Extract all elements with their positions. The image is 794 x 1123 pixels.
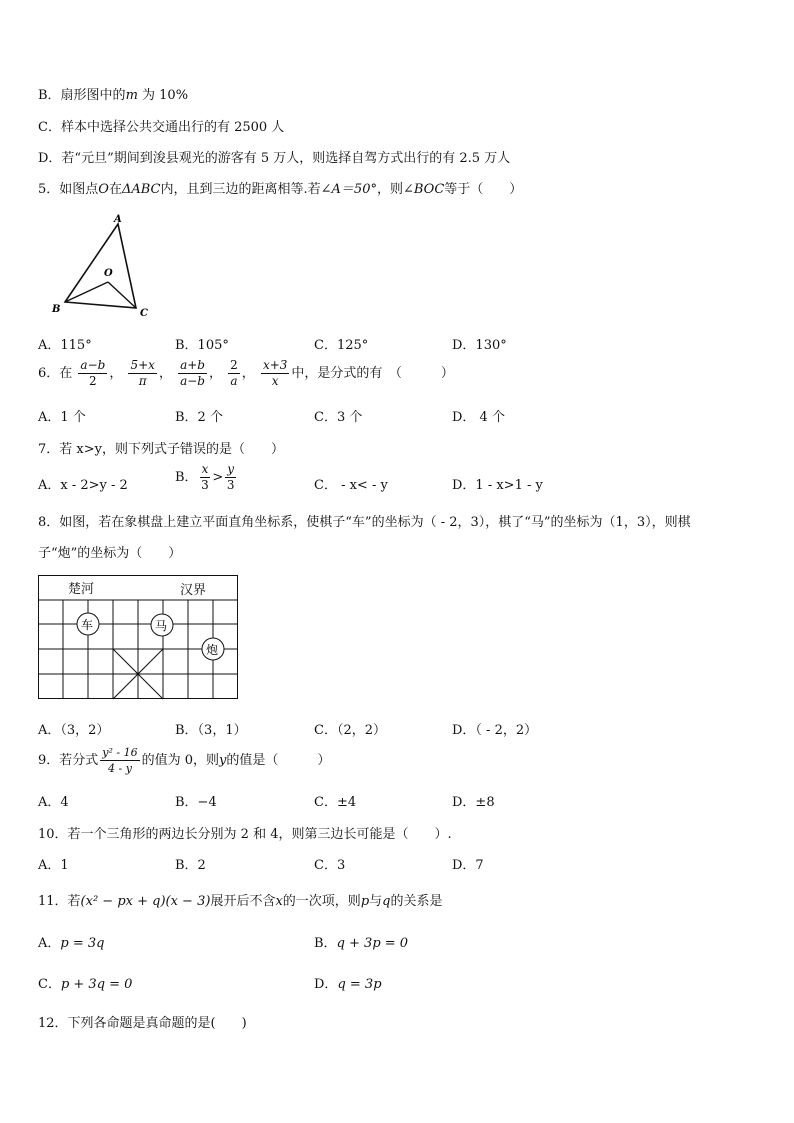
label-b: B <box>52 304 61 315</box>
q11-option-c-expr: p + 3q = 0 <box>60 977 133 992</box>
q5-text-a: 5．如图点 <box>38 182 99 197</box>
q6-option-a: A．1 个 <box>38 410 86 425</box>
sep-4: ， <box>241 366 255 381</box>
q5-text-d: ，则 <box>376 182 403 197</box>
question-11 <box>38 890 443 909</box>
board-title-left: 楚河 <box>68 582 95 597</box>
q7-frac-x-num: x <box>201 462 209 476</box>
q5-text-e: 等于（ ） <box>444 182 523 197</box>
q5-option-c: C．125° <box>314 338 369 353</box>
fraction-5-num: x+3 <box>262 358 288 372</box>
var-o: O <box>98 182 109 197</box>
q9-option-d: D．±8 <box>452 795 495 810</box>
var-y: y <box>219 753 227 768</box>
q11-option-d-prefix: D． <box>314 977 338 992</box>
piece-che-label: 车 <box>81 618 94 632</box>
q9-frac-den: 4 - y <box>107 762 132 775</box>
q11-option-b-expr: q + 3p = 0 <box>336 936 409 951</box>
question-5 <box>38 178 522 197</box>
fraction-5-den: x <box>271 374 279 388</box>
q11-text-c: 的一次项，则 <box>282 894 361 909</box>
q10-option-a: A．1 <box>38 858 69 873</box>
q7-frac-x <box>200 462 211 493</box>
board-title-right: 汉界 <box>180 583 207 598</box>
q9-option-b: B．−4 <box>175 795 217 810</box>
question-10: 10．若一个三角形的两边长分别为 2 和 4，则第三边长可能是（ ）. <box>38 827 452 842</box>
q7-frac-x-den: 3 <box>201 478 209 492</box>
option-b-text: B．扇形图中的 <box>38 88 126 103</box>
q10-option-b: B．2 <box>175 858 206 873</box>
chess-board-figure <box>38 575 239 700</box>
q6-option-c: C．3 个 <box>314 410 363 425</box>
q11-option-b-prefix: B． <box>314 936 337 951</box>
triangle-abc-shape <box>65 224 136 308</box>
q7-frac-y-den: 3 <box>226 478 235 492</box>
fraction-4-num: 2 <box>230 358 238 372</box>
q10-option-d: D．7 <box>452 858 484 873</box>
q9-option-c: C．±4 <box>314 795 357 810</box>
angle-boc: ∠BOC <box>402 182 445 197</box>
triangle-figure <box>48 210 158 320</box>
q5-option-b: B．105° <box>175 338 229 353</box>
q5-text-b: 在 <box>108 182 122 197</box>
q7-option-b-prefix: B． <box>175 470 198 485</box>
fraction-5 <box>261 358 289 389</box>
q8-option-b: B．（3，1） <box>175 723 247 738</box>
var-m: m <box>125 88 138 103</box>
fraction-2-num: 5+x <box>130 358 155 372</box>
piece-pao-label: 炮 <box>206 643 219 657</box>
q6-text-a: 6．在 <box>38 366 73 381</box>
var-p: p <box>360 894 370 909</box>
q8-option-a: A．（3，2） <box>38 723 110 738</box>
q7-option-b <box>175 462 238 493</box>
q11-text-d: 与 <box>369 894 383 909</box>
fraction-3 <box>178 358 207 389</box>
question-7: 7．若 x>y，则下列式子错误的是（ ） <box>38 442 284 457</box>
q7-frac-y-num: y <box>227 462 235 476</box>
option-b-tail: 为 10% <box>142 88 189 103</box>
q11-option-a <box>38 932 104 951</box>
fraction-4-den: a <box>230 374 238 388</box>
fraction-3-num: a+b <box>180 358 205 372</box>
q9-frac-num: y² - 16 <box>102 746 138 759</box>
q5-option-a: A．115° <box>38 338 92 353</box>
q6-text-b: 中，是分式的有 （ ） <box>291 366 454 381</box>
q11-option-a-prefix: A． <box>38 936 61 951</box>
fraction-2-den: π <box>138 374 147 388</box>
question-12: 12．下列各命题是真命题的是( ) <box>38 1016 247 1031</box>
q11-option-d <box>314 973 382 992</box>
q8-option-c: C．（2，2） <box>314 723 386 738</box>
q7-option-c: C． - x< - y <box>314 478 388 493</box>
question-8-line-2: 子“炮”的坐标为（ ） <box>38 546 182 561</box>
var-x: x <box>275 894 283 909</box>
var-q: q <box>382 894 391 909</box>
q7-frac-y <box>225 462 236 493</box>
question-9 <box>38 745 330 776</box>
q5-option-d: D．130° <box>452 338 507 353</box>
sep-2: ， <box>158 366 172 381</box>
label-a: A <box>114 214 122 225</box>
q9-text-b: 的值为 0，则 <box>141 753 220 768</box>
q11-option-b <box>314 932 408 951</box>
q11-option-a-expr: p = 3q <box>60 936 105 951</box>
q9-text-c: 的值是（ ） <box>226 753 331 768</box>
q11-text-e: 的关系是 <box>390 894 443 909</box>
piece-ma-label: 马 <box>155 619 168 633</box>
sep-1: ， <box>109 366 123 381</box>
angle-a: ∠A＝50° <box>320 182 377 197</box>
q11-option-c <box>38 973 132 992</box>
q11-option-d-expr: q = 3p <box>337 977 382 992</box>
q7-option-d: D．1 - x>1 - y <box>452 478 543 493</box>
q5-text-c: 内，且到三边的距离相等.若 <box>160 182 321 197</box>
q7-option-a: A．x - 2>y - 2 <box>38 478 128 493</box>
q6-option-d: D． 4 个 <box>452 410 505 425</box>
label-o: O <box>104 268 113 279</box>
option-line-b <box>38 84 188 103</box>
q11-option-c-prefix: C． <box>38 977 61 992</box>
q11-text-b: 展开后不含 <box>210 894 276 909</box>
question-8-line-1: 8．如图，若在象棋盘上建立平面直角坐标系，使棋子“车”的坐标为（ - 2，3），棋了“马”的坐标为（1，3），则棋 <box>38 515 691 530</box>
q9-fraction <box>100 745 139 776</box>
q10-option-c: C．3 <box>314 858 346 873</box>
label-c: C <box>140 308 148 319</box>
question-6 <box>38 358 454 389</box>
q11-text-a: 11．若 <box>38 894 81 909</box>
fraction-1 <box>78 358 107 389</box>
q6-option-b: B．2 个 <box>175 410 223 425</box>
q8-option-d: D．（ - 2，2） <box>452 723 538 738</box>
triangle-abc: ΔABC <box>121 182 161 197</box>
q9-text-a: 9．若分式 <box>38 753 99 768</box>
fraction-1-den: 2 <box>89 374 97 388</box>
fraction-2 <box>128 358 156 389</box>
fraction-4 <box>228 358 240 389</box>
option-line-c: C．样本中选择公共交通出行的有 2500 人 <box>38 120 285 135</box>
q7-op: > <box>212 470 224 485</box>
sep-3: ， <box>208 366 222 381</box>
q11-expression: (x² − px + q)(x − 3) <box>80 894 211 909</box>
option-line-d: D．若“元旦”期间到浚县观光的游客有 5 万人，则选择自驾方式出行的有 2.5 万人 <box>38 151 511 166</box>
fraction-1-num: a−b <box>80 358 106 372</box>
fraction-3-den: a−b <box>180 374 205 388</box>
q9-option-a: A．4 <box>38 795 69 810</box>
